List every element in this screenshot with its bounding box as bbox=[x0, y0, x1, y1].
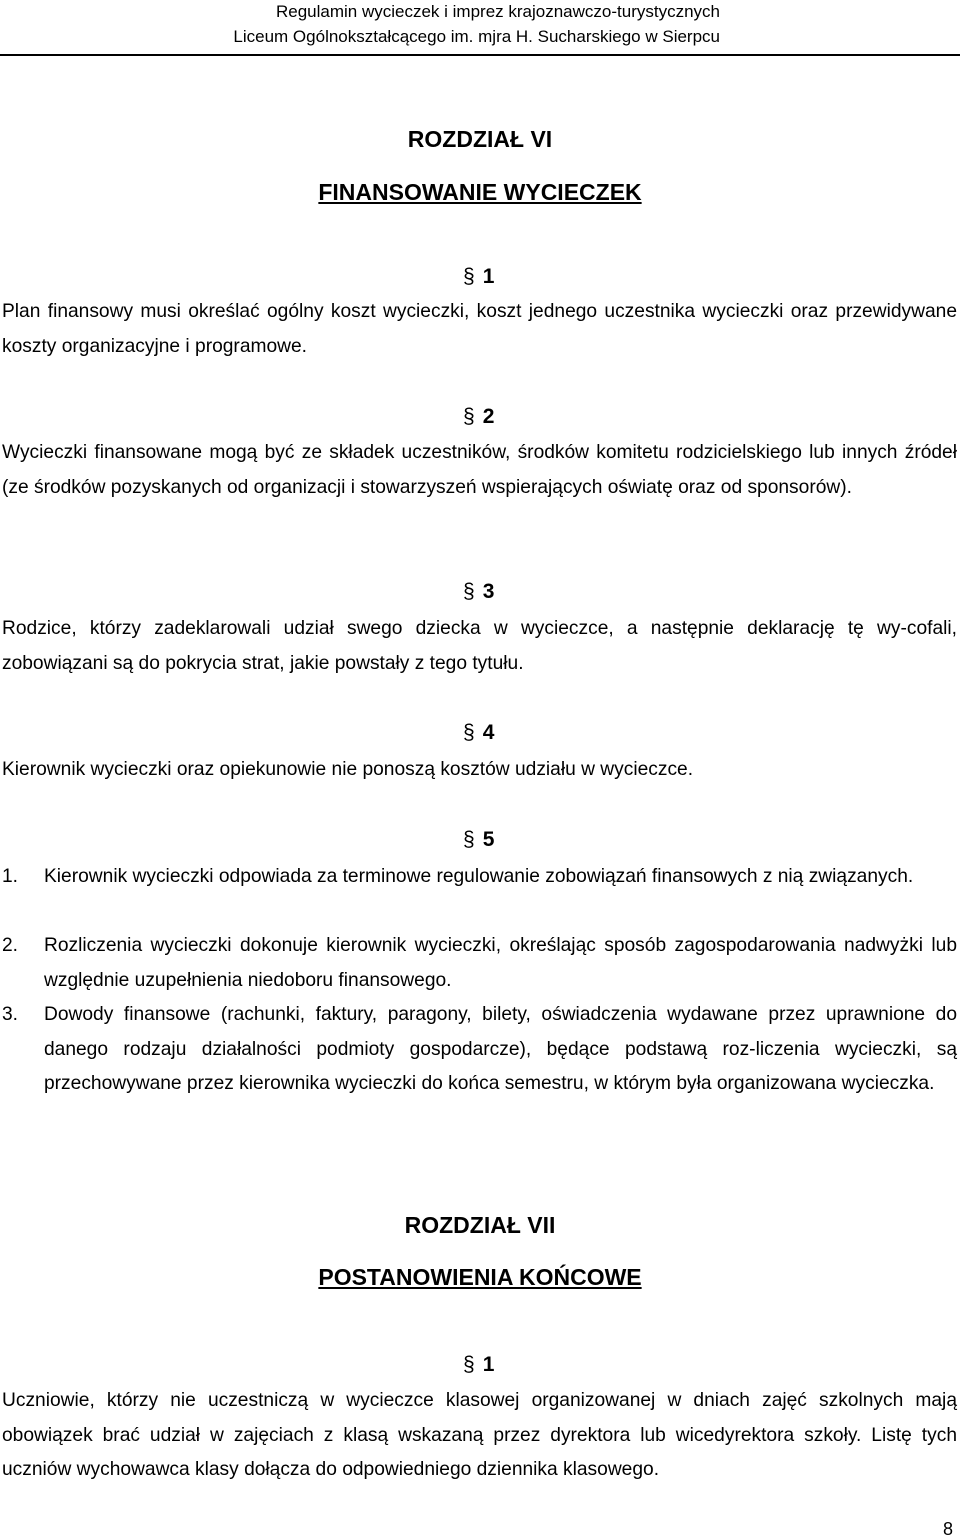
list-item-number: 1. bbox=[2, 866, 19, 887]
page-number: 8 bbox=[942, 1519, 953, 1539]
section-number: 1 bbox=[482, 265, 495, 288]
list-item-text: Rozliczenia wycieczki dokonuje kierownik wycieczki, określając sposób zagospodarowania nadwyżki lub względnie uzupełnienia niedoboru finansowego. bbox=[44, 935, 957, 991]
section-sign: § bbox=[463, 721, 475, 744]
section-mark-6-4 bbox=[463, 719, 494, 747]
chapter-6-heading: ROZDZIAŁ VI bbox=[407, 126, 553, 152]
header-title: Regulamin wycieczek i imprez krajoznawczo-turystycznych bbox=[275, 2, 720, 21]
list-item bbox=[2, 860, 957, 895]
section-number: 2 bbox=[482, 405, 495, 428]
section-mark-7-1 bbox=[463, 1351, 494, 1379]
section-sign: § bbox=[463, 265, 475, 288]
section-6-3-text: Rodzice, którzy zadeklarowali udział swego dziecka w wycieczce, a następnie deklarację tę wy-cofali, zobowiązani są do pokrycia strat, jakie powstały z tego tytułu. bbox=[2, 618, 957, 674]
list-item-number: 3. bbox=[2, 1004, 19, 1025]
chapter-6-title: FINANSOWANIE WYCIECZEK bbox=[318, 179, 642, 205]
list-item-text: Dowody finansowe (rachunki, faktury, paragony, bilety, oświadczenia wydawane przez uprawnione do danego rodzaju działalności podmioty gospodarcze), będące podstawą roz-liczenia wycieczki, są przechowywane przez kierownika wycieczki do końca semestru, w którym była organizowana wycieczka. bbox=[44, 1004, 957, 1094]
list-item-number: 2. bbox=[2, 935, 19, 956]
section-sign: § bbox=[463, 580, 475, 603]
section-number: 5 bbox=[482, 828, 495, 851]
section-6-4-text: Kierownik wycieczki oraz opiekunowie nie ponoszą kosztów udziału w wycieczce. bbox=[2, 759, 694, 780]
section-mark-6-3 bbox=[463, 578, 494, 606]
chapter-7-heading: ROZDZIAŁ VII bbox=[404, 1212, 556, 1238]
section-mark-6-1 bbox=[463, 263, 494, 291]
section-sign: § bbox=[463, 1353, 475, 1376]
section-6-1-text: Plan finansowy musi określać ogólny koszt wycieczki, koszt jednego uczestnika wycieczki oraz przewidywane koszty organizacyjne i programowe. bbox=[2, 301, 957, 357]
section-number: 4 bbox=[482, 721, 495, 744]
section-sign: § bbox=[463, 828, 475, 851]
list-item-text: Kierownik wycieczki odpowiada za terminowe regulowanie zobowiązań finansowych z nią związanych. bbox=[44, 866, 914, 887]
section-7-1-text: Uczniowie, którzy nie uczestniczą w wycieczce klasowej organizowanej w dniach zajęć szkolnych mają obowiązek brać udział w zajęciach z klasą wskazaną przez dyrektora lub wicedyrektora szkoły. Listę tych uczniów wychowawca klasy dołącza do odpowiedniego dziennika klasowego. bbox=[2, 1390, 957, 1480]
section-number: 3 bbox=[482, 580, 495, 603]
section-number: 1 bbox=[482, 1353, 495, 1376]
header-school: Liceum Ogólnokształcącego im. mjra H. Sucharskiego w Sierpcu bbox=[233, 27, 720, 46]
chapter-7-title: POSTANOWIENIA KOŃCOWE bbox=[318, 1264, 642, 1290]
list-item bbox=[2, 998, 957, 1102]
section-sign: § bbox=[463, 405, 475, 428]
section-mark-6-5 bbox=[463, 826, 494, 854]
running-header bbox=[0, 0, 960, 56]
section-6-2-text: Wycieczki finansowane mogą być ze składek uczestników, środków komitetu rodzicielskiego lub innych źródeł (ze środków pozyskanych od organizacji i stowarzyszeń wspierających oświatę oraz od sponsorów). bbox=[2, 442, 957, 498]
section-mark-6-2 bbox=[463, 403, 494, 431]
list-item bbox=[2, 929, 957, 998]
